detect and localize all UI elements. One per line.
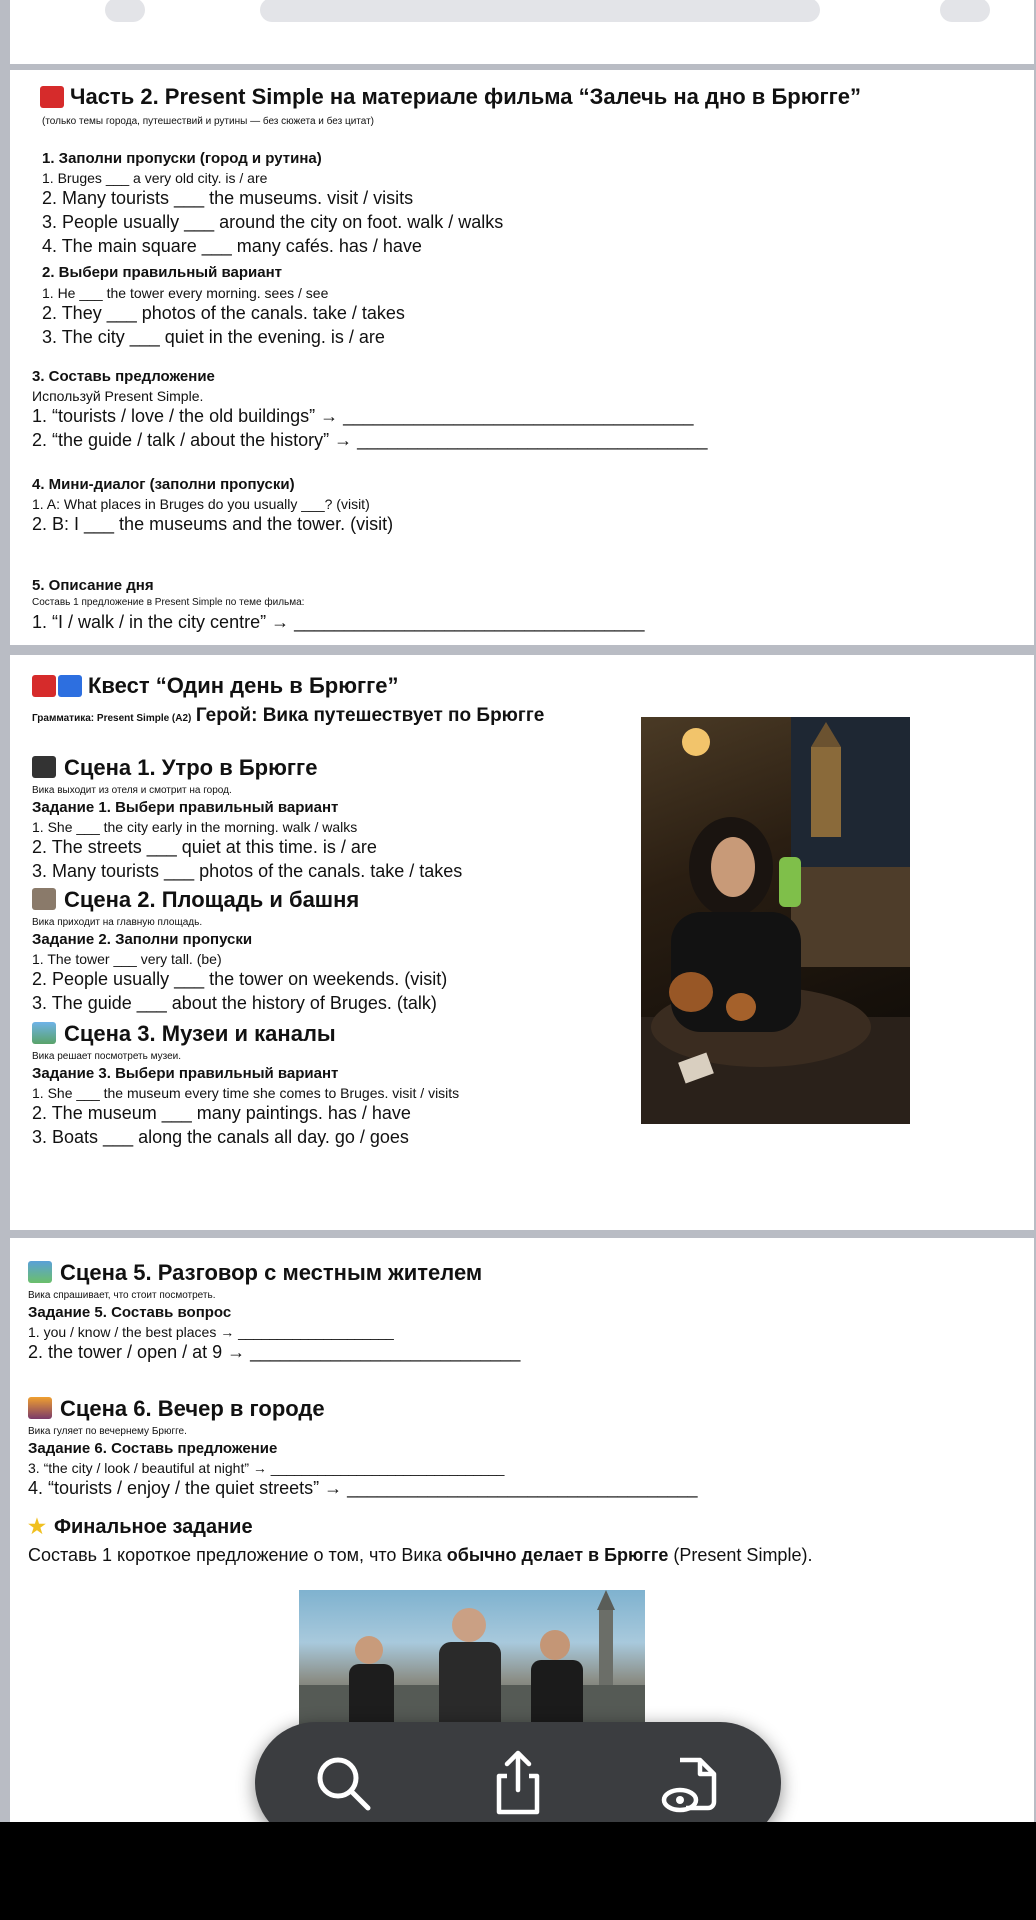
scene5-heading bbox=[28, 1260, 482, 1286]
task5-title: Задание 5. Составь вопрос bbox=[28, 1304, 232, 1321]
ex3-title: 3. Составь предложение bbox=[32, 368, 215, 385]
quest-grammar: Грамматика: Present Simple (A2) bbox=[32, 713, 192, 724]
part2-note: (только темы города, путешествий и рутины — без сюжета и без цитат) bbox=[42, 116, 374, 127]
bottom-bar bbox=[0, 1822, 1036, 1920]
map-icon bbox=[28, 1261, 52, 1283]
markup-icon bbox=[660, 1750, 726, 1816]
final-text bbox=[28, 1545, 812, 1566]
scene2-title: Сцена 2. Площадь и башня bbox=[64, 887, 360, 912]
task6-item-1: 3. “the city / look / beautiful at night” → ______________________________ bbox=[28, 1460, 505, 1476]
task3-item-2: 2. The museum ___ many paintings. has / have bbox=[32, 1103, 411, 1123]
share-icon bbox=[485, 1750, 551, 1816]
ex5-note: Составь 1 предложение в Present Simple по теме фильма: bbox=[32, 597, 305, 608]
task3-item-1: 1. She ___ the museum every time she comes to Bruges. visit / visits bbox=[32, 1085, 460, 1101]
scene1-title: Сцена 1. Утро в Брюгге bbox=[64, 755, 318, 780]
task5-item-2: 2. the tower / open / at 9 → ___________________________ bbox=[28, 1342, 521, 1362]
task1-item-1: 1. She ___ the city early in the morning. walk / walks bbox=[32, 819, 358, 835]
task5-item-1: 1. you / know / the best places → ____________________ bbox=[28, 1324, 394, 1340]
page-fragment bbox=[105, 0, 145, 22]
markup-button[interactable] bbox=[660, 1750, 726, 1816]
final-heading bbox=[28, 1514, 253, 1539]
castle-icon bbox=[32, 888, 56, 910]
task6-item-2: 4. “tourists / enjoy / the quiet streets” → ___________________________________ bbox=[28, 1478, 698, 1498]
task1-title: Задание 1. Выбери правильный вариант bbox=[32, 799, 339, 816]
ex1-item-1: 1. Bruges ___ a very old city. is / are bbox=[42, 170, 268, 186]
ex4-item-1: 1. A: What places in Bruges do you usually ___? (visit) bbox=[32, 496, 370, 512]
task2-item-1: 1. The tower ___ very tall. (be) bbox=[32, 951, 222, 967]
vika-cafe-photo bbox=[641, 717, 910, 1124]
ex1-title: 1. Заполни пропуски (город и рутина) bbox=[42, 150, 322, 167]
final-title: Финальное задание bbox=[53, 1516, 253, 1538]
ex2-title: 2. Выбери правильный вариант bbox=[42, 264, 282, 281]
page-quest bbox=[10, 655, 1034, 1230]
movie-still-image bbox=[299, 1590, 645, 1740]
search-button[interactable] bbox=[310, 1750, 376, 1816]
task1-item-3: 3. Many tourists ___ photos of the canals. take / takes bbox=[32, 861, 463, 881]
scene6-heading bbox=[28, 1396, 325, 1422]
final-text-bold: обычно делает в Брюгге bbox=[446, 1545, 669, 1565]
task6-title: Задание 6. Составь предложение bbox=[28, 1440, 278, 1457]
scene3-heading bbox=[32, 1021, 336, 1047]
task1-item-2: 2. The streets ___ quiet at this time. is / are bbox=[32, 837, 377, 857]
share-button[interactable] bbox=[485, 1750, 551, 1816]
city-sunset-icon bbox=[28, 1397, 52, 1419]
final-text-end: (Present Simple). bbox=[668, 1545, 813, 1565]
star-icon: ★ bbox=[28, 1516, 46, 1538]
ex1-item-3: 3. People usually ___ around the city on foot. walk / walks bbox=[42, 212, 504, 232]
scene5-title: Сцена 5. Разговор с местным жителем bbox=[60, 1260, 483, 1285]
ex3-item-2: 2. “the guide / talk / about the history” → ___________________________________ bbox=[32, 430, 708, 450]
ex5-title: 5. Описание дня bbox=[32, 577, 154, 594]
clapperboard-icon bbox=[32, 756, 56, 778]
scene3-title: Сцена 3. Музеи и каналы bbox=[64, 1021, 336, 1046]
page-fragment bbox=[260, 0, 820, 22]
part2-title: Часть 2. Present Simple на материале фильма “Залечь на дно в Брюгге” bbox=[70, 84, 862, 109]
quest-heading bbox=[32, 673, 399, 699]
scene1-note: Вика выходит из отеля и смотрит на город. bbox=[32, 785, 232, 796]
red-square-icon bbox=[32, 675, 56, 697]
ex1-item-4: 4. The main square ___ many cafés. has / have bbox=[42, 236, 422, 256]
scene6-note: Вика гуляет по вечернему Брюгге. bbox=[28, 1426, 187, 1437]
final-text-start: Составь 1 короткое предложение о том, что Вика bbox=[28, 1545, 447, 1565]
quest-title: Квест “Один день в Брюгге” bbox=[88, 673, 399, 698]
movie-characters-illustration bbox=[299, 1590, 645, 1740]
ex2-item-1: 1. He ___ the tower every morning. sees / see bbox=[42, 285, 329, 301]
scene3-note: Вика решает посмотреть музеи. bbox=[32, 1051, 182, 1062]
page-part-2 bbox=[10, 70, 1034, 645]
scene2-note: Вика приходит на главную площадь. bbox=[32, 917, 203, 928]
blue-square-icon bbox=[58, 675, 82, 697]
ex2-item-3: 3. The city ___ quiet in the evening. is / are bbox=[42, 327, 385, 347]
page-fragment bbox=[940, 0, 990, 22]
scene2-heading bbox=[32, 887, 359, 913]
task2-item-3: 3. The guide ___ about the history of Bruges. (talk) bbox=[32, 993, 437, 1013]
picture-icon bbox=[32, 1022, 56, 1044]
scene5-note: Вика спрашивает, что стоит посмотреть. bbox=[28, 1290, 216, 1301]
scene6-title: Сцена 6. Вечер в городе bbox=[60, 1396, 325, 1421]
ex3-item-1: 1. “tourists / love / the old buildings” → ___________________________________ bbox=[32, 406, 694, 426]
cafe-scene-illustration bbox=[641, 717, 910, 1124]
quest-subheading bbox=[32, 705, 544, 727]
red-square-icon bbox=[40, 86, 64, 108]
ex3-note: Используй Present Simple. bbox=[32, 388, 204, 404]
search-icon bbox=[310, 1750, 376, 1816]
previous-page bbox=[10, 0, 1034, 64]
ex1-item-2: 2. Many tourists ___ the museums. visit / visits bbox=[42, 188, 414, 208]
ex5-item-1: 1. “I / walk / in the city centre” → ___________________________________ bbox=[32, 612, 645, 632]
ex2-item-2: 2. They ___ photos of the canals. take / takes bbox=[42, 303, 405, 323]
scene1-heading bbox=[32, 755, 317, 781]
task3-title: Задание 3. Выбери правильный вариант bbox=[32, 1065, 339, 1082]
ex4-title: 4. Мини-диалог (заполни пропуски) bbox=[32, 476, 295, 493]
ex4-item-2: 2. B: I ___ the museums and the tower. (visit) bbox=[32, 514, 394, 534]
quest-hero: Герой: Вика путешествует по Брюгге bbox=[195, 705, 545, 726]
task2-title: Задание 2. Заполни пропуски bbox=[32, 931, 253, 948]
task2-item-2: 2. People usually ___ the tower on weekends. (visit) bbox=[32, 969, 448, 989]
task3-item-3: 3. Boats ___ along the canals all day. go / goes bbox=[32, 1127, 409, 1147]
part2-heading bbox=[40, 84, 861, 110]
